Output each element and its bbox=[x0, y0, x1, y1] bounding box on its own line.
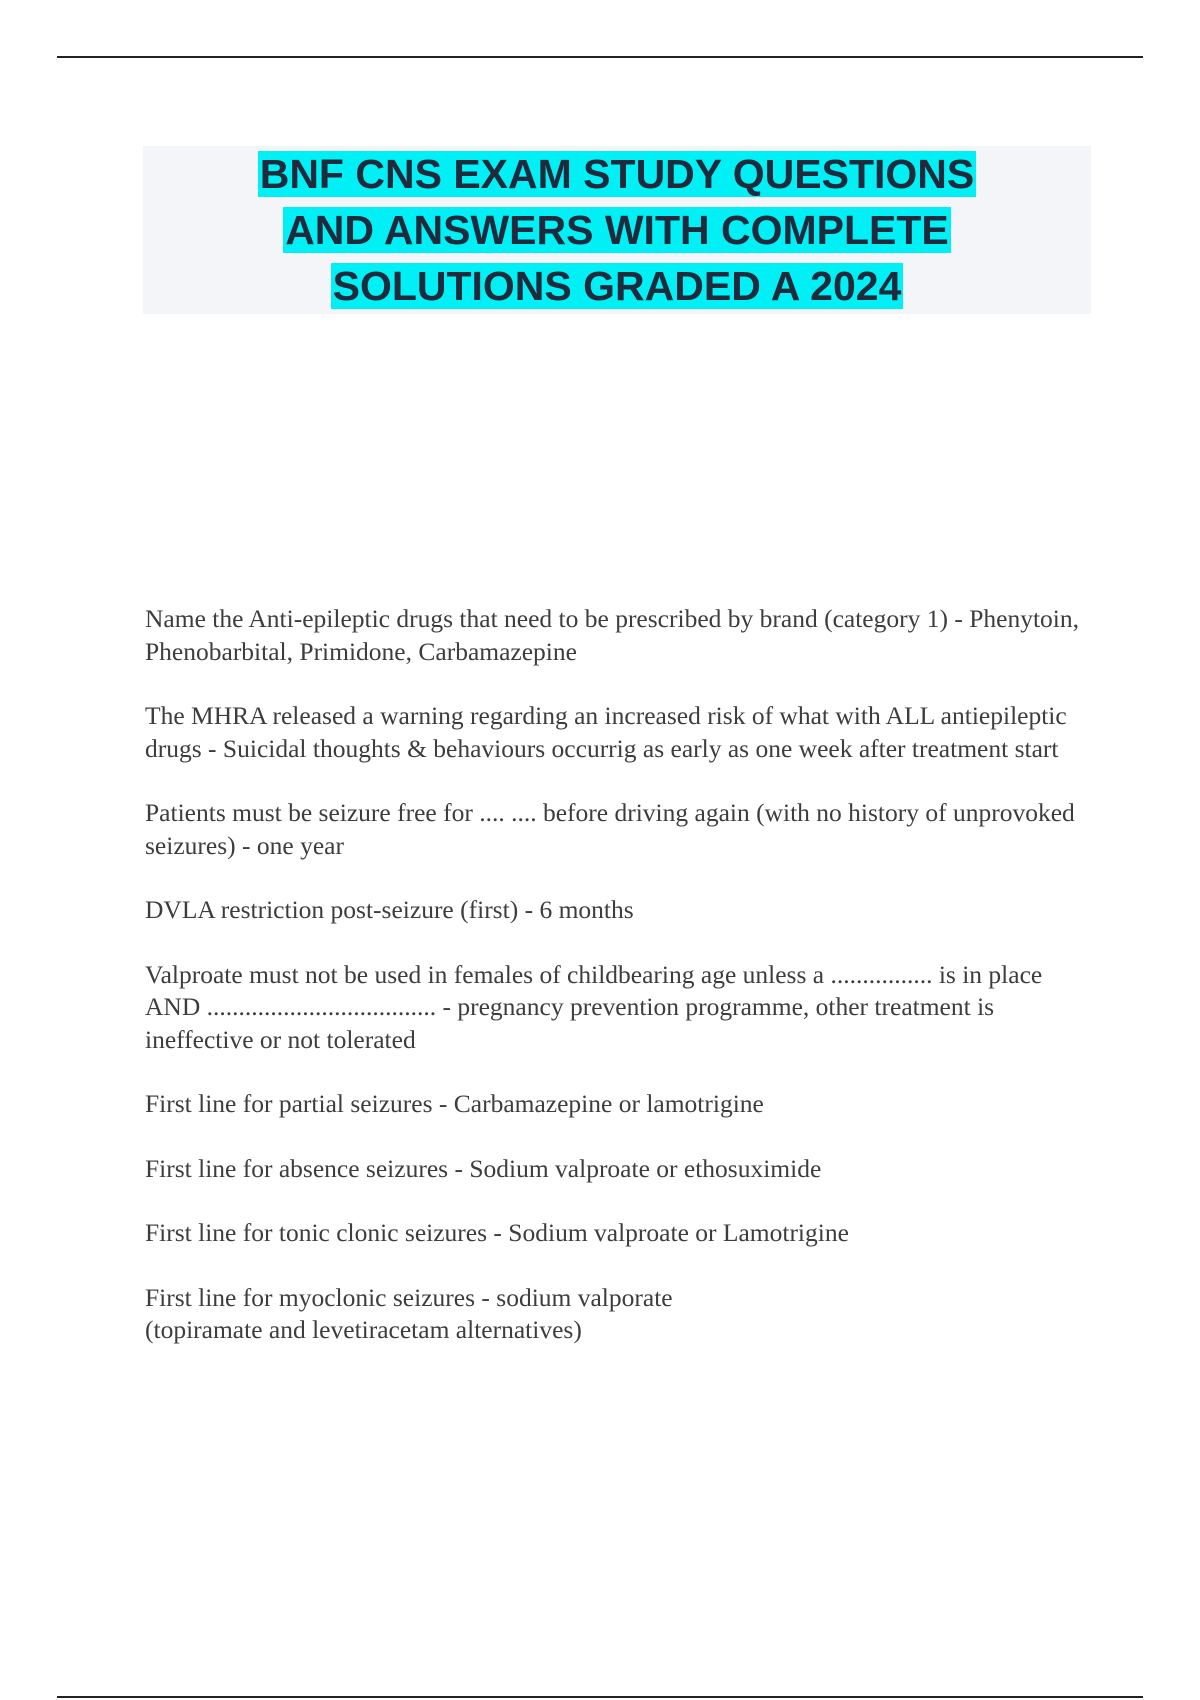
question-text: Patients must be seizure free for .... .... before driving again (with no history of unprovoked seizures) bbox=[145, 798, 1075, 860]
answer-text: sodium valporate bbox=[496, 1282, 673, 1312]
qa-separator: - bbox=[436, 992, 458, 1021]
qa-item bbox=[145, 959, 1090, 1057]
answer-text: pregnancy prevention programme, other treatment is ineffective or not tolerated bbox=[145, 992, 995, 1054]
question-text: DVLA restriction post-seizure (first) bbox=[145, 895, 519, 924]
qa-separator: - bbox=[475, 1282, 497, 1312]
qa-separator: - bbox=[432, 1089, 454, 1118]
qa-separator: - bbox=[448, 1153, 470, 1183]
qa-item bbox=[145, 1217, 1090, 1250]
question-text: Name the Anti-epileptic drugs that need to be prescribed by brand (category 1) bbox=[145, 604, 948, 633]
qa-item bbox=[145, 1088, 1090, 1121]
answer-text: Phenytoin, Phenobarbital, Primidone, Carbamazepine bbox=[145, 604, 1080, 666]
qa-separator: - bbox=[201, 733, 223, 763]
top-rule bbox=[57, 56, 1143, 58]
qa-item bbox=[145, 603, 1090, 668]
qa-list bbox=[145, 603, 1090, 1379]
question-text: First line for absence seizures bbox=[145, 1153, 449, 1183]
qa-separator: - bbox=[518, 895, 540, 924]
question-text: First line for partial seizures bbox=[145, 1089, 433, 1118]
qa-item bbox=[145, 1282, 1090, 1347]
answer-text: Sodium valproate or Lamotrigine bbox=[508, 1218, 849, 1247]
answer-text: Suicidal thoughts & behaviours occurrig as early as one week after treatment start bbox=[222, 733, 1059, 763]
qa-item bbox=[145, 700, 1090, 765]
title-line-3: SOLUTIONS GRADED A 2024 bbox=[332, 263, 902, 309]
bottom-rule bbox=[57, 1696, 1143, 1698]
answer-text: one year bbox=[256, 830, 344, 860]
answer-text: 6 months bbox=[539, 895, 634, 924]
title-banner bbox=[143, 146, 1091, 314]
qa-item bbox=[145, 1153, 1090, 1186]
answer-text: Carbamazepine or lamotrigine bbox=[453, 1089, 764, 1118]
qa-item bbox=[145, 797, 1090, 862]
question-text: The MHRA released a warning regarding an increased risk of what with ALL antiepileptic drugs bbox=[145, 701, 1067, 763]
answer-text: Sodium valproate or ethosuximide bbox=[469, 1153, 822, 1183]
qa-separator: - bbox=[235, 830, 257, 860]
title-line-1: BNF CNS EXAM STUDY QUESTIONS bbox=[259, 151, 975, 197]
question-text: First line for myoclonic seizures bbox=[145, 1282, 476, 1312]
answer-note: (topiramate and levetiracetam alternatives) bbox=[145, 1315, 582, 1344]
question-text: First line for tonic clonic seizures bbox=[145, 1218, 488, 1247]
title-line-2: AND ANSWERS WITH COMPLETE bbox=[285, 207, 949, 253]
qa-separator: - bbox=[487, 1218, 509, 1247]
question-text: Valproate must not be used in females of childbearing age unless a ................ is in place AND .................................... bbox=[145, 959, 1043, 1021]
document-title bbox=[143, 146, 1091, 314]
qa-separator: - bbox=[947, 604, 970, 633]
qa-item bbox=[145, 894, 1090, 927]
